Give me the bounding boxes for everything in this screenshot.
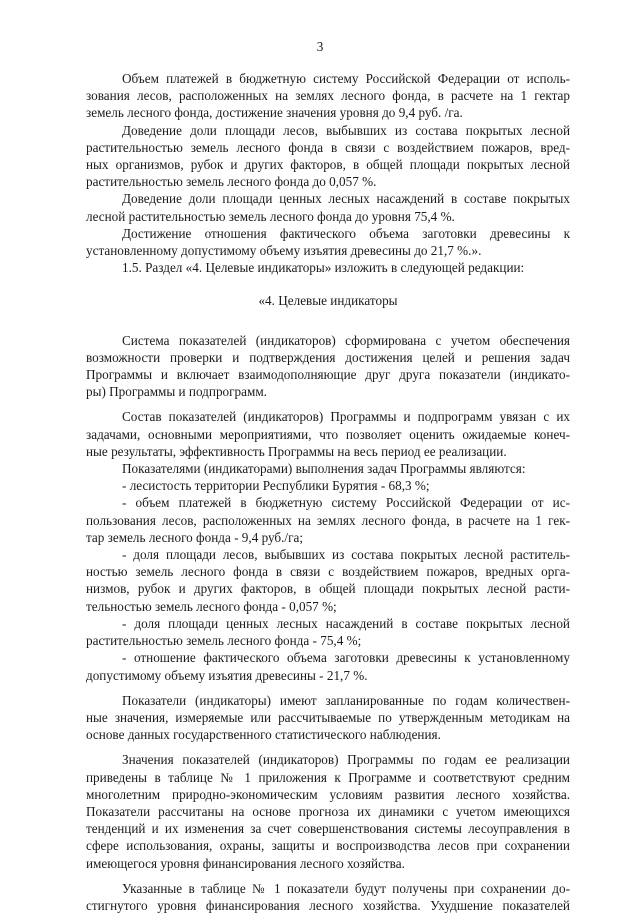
text-line: низмов, рубок и других факторов, в общей площади покрытых лесной расти- [86, 581, 570, 597]
paragraph [86, 751, 570, 871]
text-line: сфере использования, охраны, защиты и воспроизводства лесов при сохранении [86, 838, 570, 854]
text-line: возможности проверки и подтверждения достижения целей и решения задач [86, 349, 570, 365]
text-line: приведены в таблице № 1 приложения к Программе и соответствуют средним [86, 769, 570, 785]
section-heading: «4. Целевые индикаторы [258, 293, 398, 309]
paragraph [86, 546, 570, 615]
text-line: Система показателей (индикаторов) сформирована с учетом обеспечения [122, 332, 570, 348]
text-line: лесной растительностью земель лесного фонда до уровня 75,4 %. [86, 208, 455, 224]
text-line: задачами, основными мероприятиями, что позволяет оценить ожидаемые конеч- [86, 426, 570, 442]
paragraph [86, 408, 570, 460]
text-line: многолетним природно-экономическим условиям развития лесного хозяйства. [86, 786, 570, 802]
paragraph [86, 615, 570, 649]
text-line: Доведение доли площади лесов, выбывших из состава покрытых лесной [122, 122, 570, 138]
text-line: основе данных государственного статистического наблюдения. [86, 727, 441, 743]
text-line: земель лесного фонда, достижение значения уровня до 9,4 руб. /га. [86, 105, 463, 121]
text-line: растительностью земель лесного фонда в связи с воздействием пожаров, вред- [86, 139, 570, 155]
intro-section [86, 70, 570, 276]
text-line: тар земель лесного фонда - 9,4 руб./га; [86, 529, 304, 545]
text-line: зования лесов, расположенных на землях лесного фонда, в расчете на 1 гектар [86, 88, 570, 104]
text-line: тенденций и их изменения за счет совершенствования системы лесоуправления в [86, 821, 570, 837]
paragraph [86, 880, 570, 914]
text-line: Программы и включает взаимодополняющие друг друга показатели (индикато- [86, 367, 570, 383]
text-line: растительностью земель лесного фонда до 0,057 %. [86, 174, 377, 190]
text-line: установленному допустимому объему изъятия древесины до 21,7 %.». [86, 243, 482, 259]
text-line: ры) Программы и подпрограмм. [86, 384, 267, 400]
text-line: Объем платежей в бюджетную систему Российской Федерации от исполь- [122, 71, 570, 86]
text-line: ные результаты, эффективность Программы на весь период ее реализации. [86, 443, 507, 459]
paragraph [86, 70, 570, 122]
paragraph [86, 225, 570, 259]
text-line: имеющегося уровня финансирования лесного хозяйства. [86, 855, 405, 871]
text-line: растительностью земель лесного фонда - 75,4 %; [86, 633, 362, 649]
paragraph [86, 460, 570, 477]
text-line: Указанные в таблице № 1 показатели будут получены при сохранении до- [122, 880, 570, 896]
text-line: Показатели (индикаторы) имеют запланированные по годам количествен- [122, 692, 570, 708]
text-line: Показателями (индикаторами) выполнения задач Программы являются: [122, 461, 526, 477]
paragraph [86, 190, 570, 224]
text-line: - доля площади ценных лесных насаждений в составе покрытых лесной [122, 615, 570, 631]
text-line: Показатели рассчитаны на основе прогноза их динамики с учетом имеющихся [86, 803, 570, 819]
text-line: Доведение доли площади ценных лесных насаждений в составе покрытых [122, 191, 570, 207]
text-line: - лесистость территории Республики Бурятия - 68,3 %; [122, 478, 430, 494]
paragraph [86, 692, 570, 744]
page-number: 3 [316, 39, 324, 54]
text-line: ные значения, измеряемые или рассчитываемые по утвержденным методикам на [86, 709, 570, 725]
paragraph [86, 259, 570, 276]
text-line: - объем платежей в бюджетную систему Российской Федерации от ис- [122, 495, 570, 511]
indicators-section [86, 332, 570, 914]
paragraph [86, 477, 570, 494]
paragraph [86, 122, 570, 191]
document-body [86, 70, 570, 914]
paragraph [86, 649, 570, 683]
text-line: ностью земель лесного фонда в связи с воздействием пожаров, вредных орга- [86, 564, 570, 580]
paragraph [86, 332, 570, 401]
text-line: пользования лесов, расположенных на землях лесного фонда, в расчете на 1 гек- [86, 512, 570, 528]
paragraph [86, 494, 570, 546]
text-line: Достижение отношения фактического объема заготовки древесины к [122, 225, 570, 241]
text-line: тельностью земель лесного фонда - 0,057 %; [86, 598, 337, 614]
text-line: стигнутого уровня финансирования лесного хозяйства. Ухудшение показателей [86, 897, 570, 913]
text-line: Состав показателей (индикаторов) Программы и подпрограмм увязан с их [122, 409, 570, 425]
text-line: допустимому объему изъятия древесины - 21,7 %. [86, 667, 368, 683]
text-line: - доля площади лесов, выбывших из состава покрытых лесной раститель- [122, 547, 570, 563]
text-line: - отношение фактического объема заготовки древесины к установленному [122, 650, 570, 666]
text-line: Значения показателей (индикаторов) Программы по годам ее реализации [122, 752, 570, 768]
text-line: 1.5. Раздел «4. Целевые индикаторы» изложить в следующей редакции: [122, 260, 525, 276]
text-line: ных организмов, рубок и других факторов, в общей площади покрытых лесной [86, 157, 570, 173]
